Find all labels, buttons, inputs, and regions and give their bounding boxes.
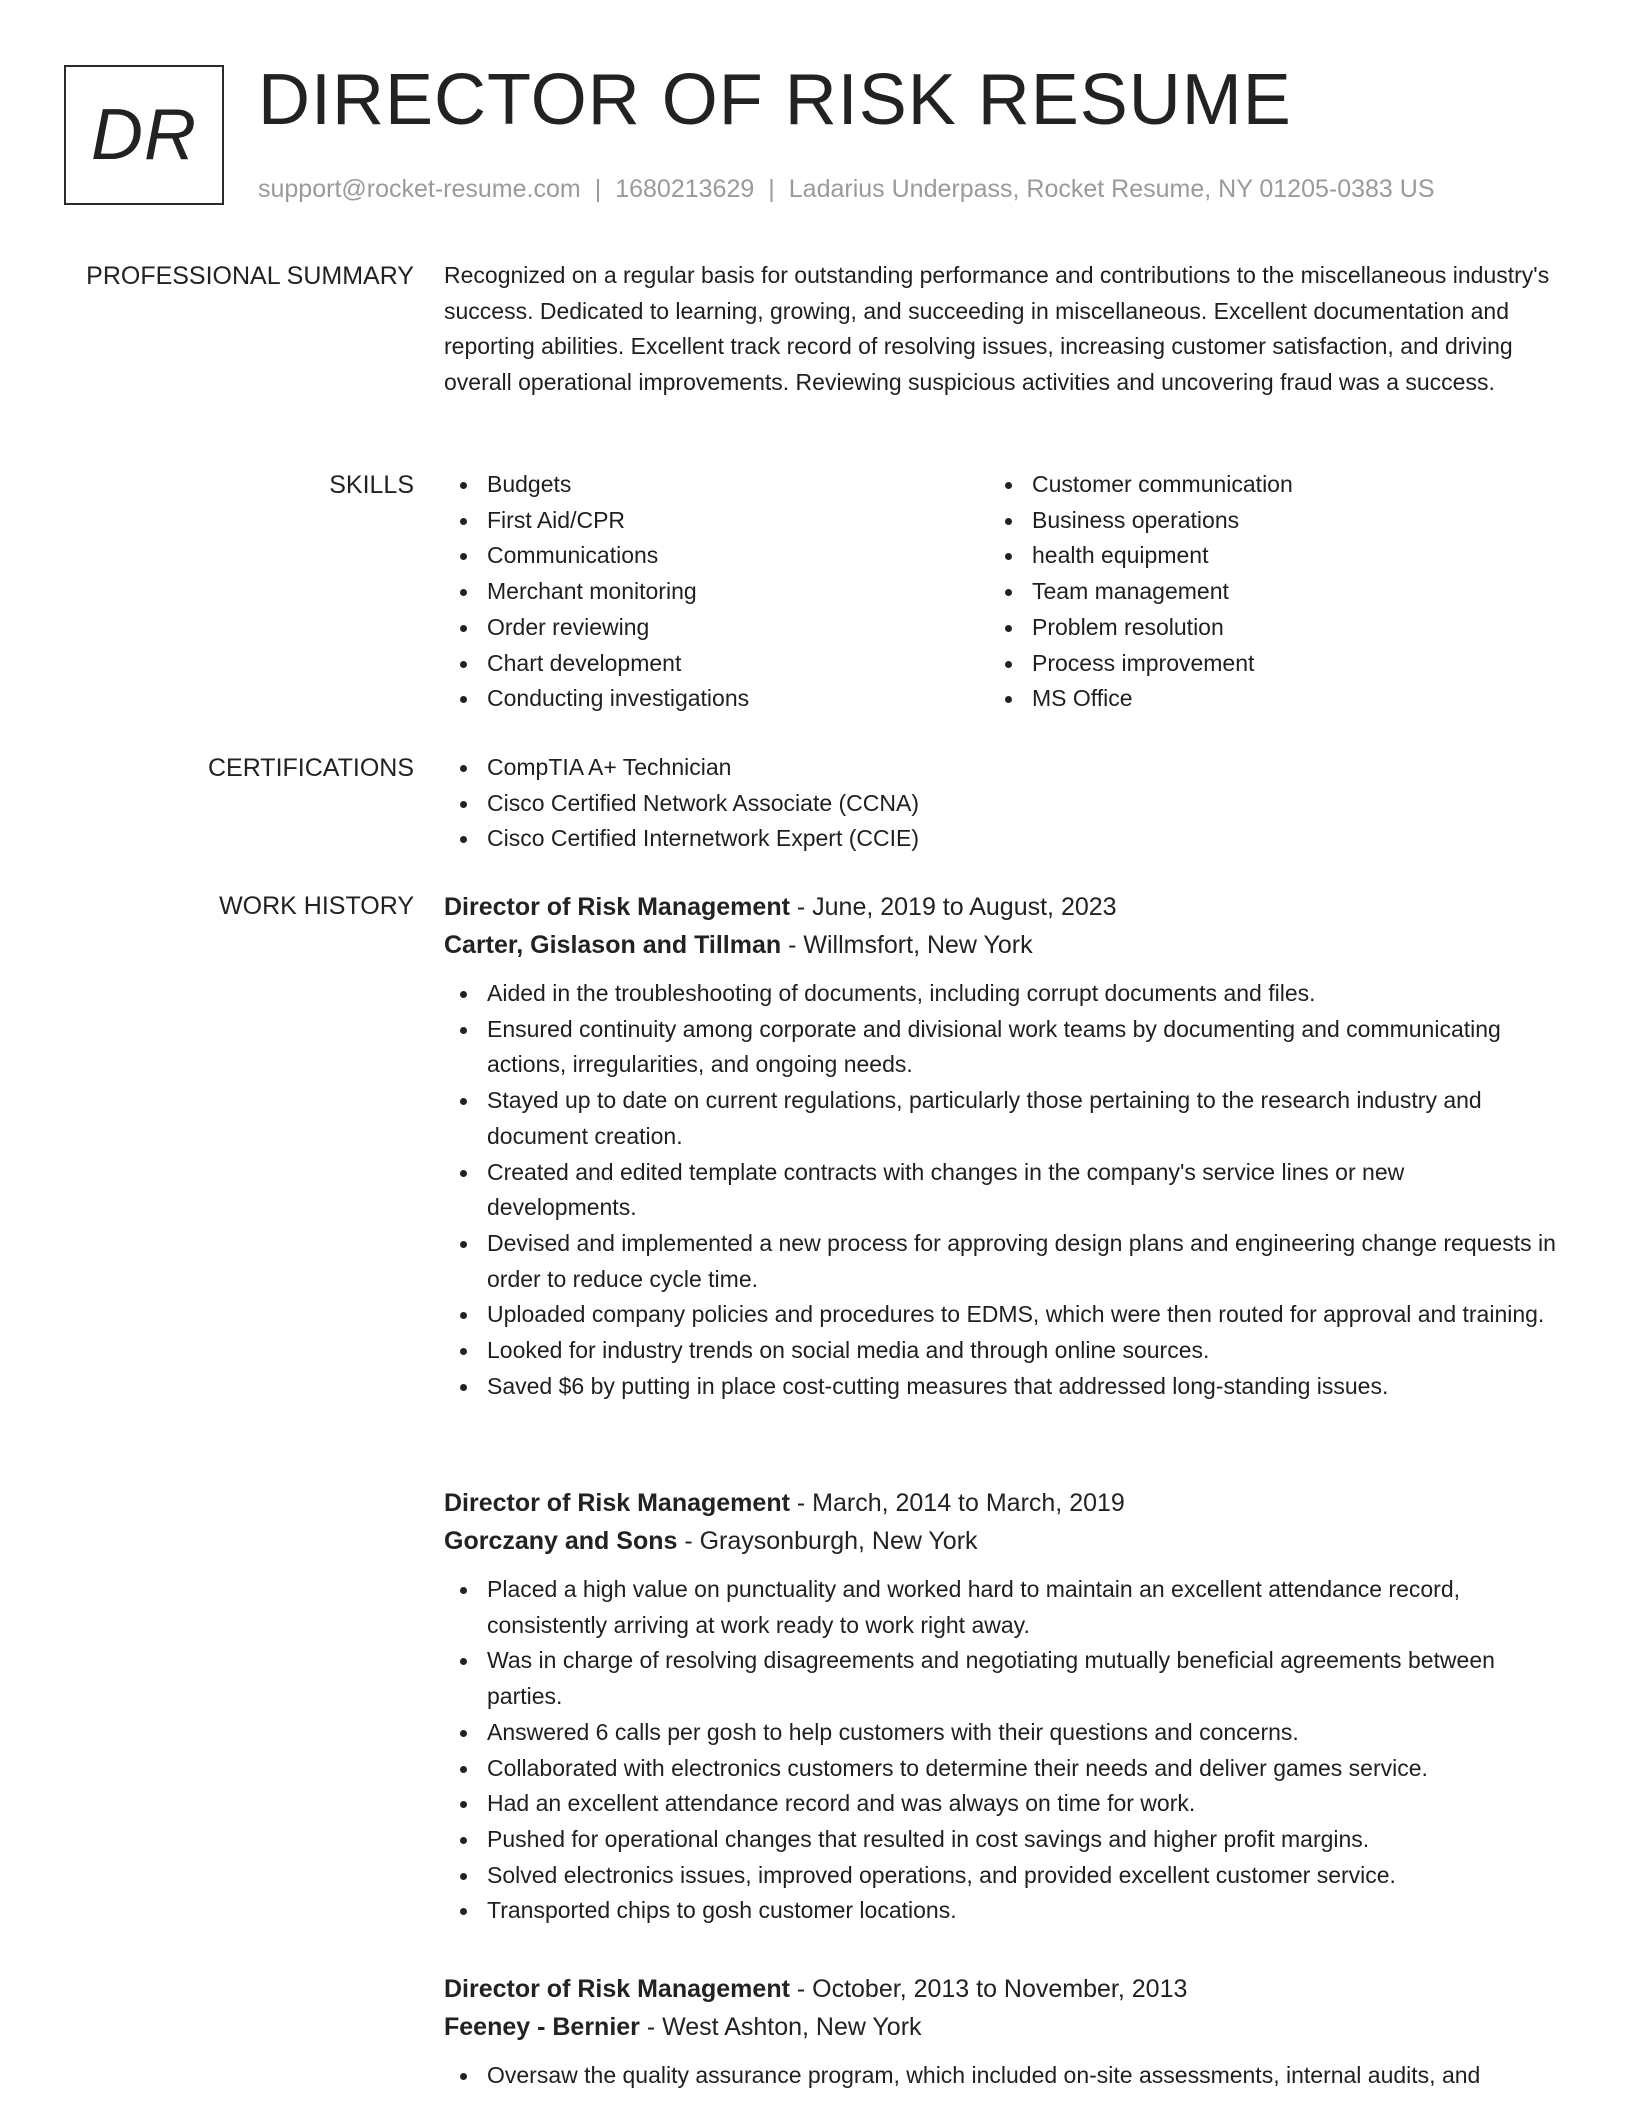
skill-item: Problem resolution xyxy=(989,610,1534,646)
skill-item: Chart development xyxy=(444,646,989,682)
job-title: Director of Risk Management xyxy=(444,893,790,921)
job-entry xyxy=(444,1484,1556,1929)
skill-item: First Aid/CPR xyxy=(444,503,989,539)
job-duty-item: Pushed for operational changes that resulted in cost savings and higher profit margins. xyxy=(444,1822,1556,1858)
job-duty-item: Created and edited template contracts with changes in the company's service lines or new developments. xyxy=(444,1155,1556,1226)
skills-heading: SKILLS xyxy=(329,471,414,499)
monogram-initials: DR xyxy=(91,95,197,175)
job-duty-item: Saved $6 by putting in place cost-cutting measures that addressed long-standing issues. xyxy=(444,1369,1556,1405)
job-title-line xyxy=(444,888,1556,926)
skill-item: Order reviewing xyxy=(444,610,989,646)
job-duty-item: Answered 6 calls per gosh to help customers with their questions and concerns. xyxy=(444,1715,1556,1751)
contact-line xyxy=(258,172,1435,206)
contact-email[interactable]: support@rocket-resume.com xyxy=(258,175,581,203)
job-company: Gorczany and Sons xyxy=(444,1527,678,1555)
certification-item: Cisco Certified Internetwork Expert (CCIE) xyxy=(444,821,1556,857)
certifications-body xyxy=(444,750,1556,857)
job-duty-item: Devised and implemented a new process for approving design plans and engineering change requests in order to reduce cycle time. xyxy=(444,1226,1556,1297)
monogram-box xyxy=(64,65,224,205)
job-dates: - March, 2014 to March, 2019 xyxy=(789,1489,1125,1517)
job-entry xyxy=(444,1970,1556,2094)
job-duty-item: Oversaw the quality assurance program, which included on-site assessments, internal audits, and xyxy=(444,2058,1556,2094)
job-dates: - June, 2019 to August, 2023 xyxy=(789,893,1117,921)
job-entry xyxy=(444,888,1556,1404)
skill-item: Customer communication xyxy=(989,467,1534,503)
job-duty-item: Collaborated with electronics customers to determine their needs and deliver games service. xyxy=(444,1751,1556,1787)
certification-item: Cisco Certified Network Associate (CCNA) xyxy=(444,786,1556,822)
skill-item: Communications xyxy=(444,538,989,574)
contact-phone[interactable]: 1680213629 xyxy=(615,175,755,203)
job-duty-item: Placed a high value on punctuality and worked hard to maintain an excellent attendance record, consistently arriving at work ready to work right away. xyxy=(444,1572,1556,1643)
job-duty-item: Was in charge of resolving disagreements and negotiating mutually beneficial agreements between parties. xyxy=(444,1643,1556,1714)
skills-body xyxy=(444,467,1556,717)
skill-item: Merchant monitoring xyxy=(444,574,989,610)
job-title-line xyxy=(444,1970,1556,2008)
work-history-heading: WORK HISTORY xyxy=(219,892,414,920)
skills-list-right xyxy=(989,467,1534,717)
job-company-line xyxy=(444,1522,1556,1560)
skills-column-left xyxy=(444,467,989,717)
skills-list-left xyxy=(444,467,989,717)
certification-item: CompTIA A+ Technician xyxy=(444,750,1556,786)
job-company-line xyxy=(444,2008,1556,2046)
skill-item: MS Office xyxy=(989,681,1534,717)
job-location: - Willmsfort, New York xyxy=(781,931,1033,959)
job-duty-item: Ensured continuity among corporate and divisional work teams by documenting and communicating actions, irregularities, and ongoing needs. xyxy=(444,1012,1556,1083)
job-duties-list xyxy=(444,2058,1556,2094)
summary-body xyxy=(444,258,1556,401)
skill-item: Process improvement xyxy=(989,646,1534,682)
job-duty-item: Stayed up to date on current regulations, particularly those pertaining to the research industry and document creation. xyxy=(444,1083,1556,1154)
job-duties-list xyxy=(444,1572,1556,1929)
contact-separator: | xyxy=(768,175,775,203)
job-duty-item: Uploaded company policies and procedures to EDMS, which were then routed for approval and training. xyxy=(444,1297,1556,1333)
job-location: - West Ashton, New York xyxy=(639,2013,922,2041)
skills-column-right xyxy=(989,467,1534,717)
job-duty-item: Aided in the troubleshooting of documents, including corrupt documents and files. xyxy=(444,976,1556,1012)
summary-heading: PROFESSIONAL SUMMARY xyxy=(86,262,414,290)
contact-address: Ladarius Underpass, Rocket Resume, NY 01205-0383 US xyxy=(788,175,1435,203)
certifications-heading: CERTIFICATIONS xyxy=(207,754,414,782)
job-duty-item: Transported chips to gosh customer locations. xyxy=(444,1893,1556,1929)
job-title: Director of Risk Management xyxy=(444,1489,790,1517)
job-duty-item: Solved electronics issues, improved operations, and provided excellent customer service. xyxy=(444,1858,1556,1894)
job-duty-item: Looked for industry trends on social media and through online sources. xyxy=(444,1333,1556,1369)
certifications-list xyxy=(444,750,1556,857)
skill-item: Business operations xyxy=(989,503,1534,539)
job-company: Carter, Gislason and Tillman xyxy=(444,931,782,959)
job-title: Director of Risk Management xyxy=(444,1975,790,2003)
job-company-line xyxy=(444,926,1556,964)
job-duties-list xyxy=(444,976,1556,1404)
job-dates: - October, 2013 to November, 2013 xyxy=(789,1975,1188,2003)
skill-item: Team management xyxy=(989,574,1534,610)
contact-separator: | xyxy=(594,175,602,203)
skill-item: health equipment xyxy=(989,538,1534,574)
job-title-line xyxy=(444,1484,1556,1522)
summary-text: Recognized on a regular basis for outstanding performance and contributions to the miscellaneous industry's success. Dedicated to learning, growing, and succeeding in miscellaneous. Excellent documentation and reporting abilities. Excellent track record of resolving issues, increasing customer satisfaction, and driving overall operational improvements. Reviewing suspicious activities and uncovering fraud was a success. xyxy=(444,262,1550,396)
job-location: - Graysonburgh, New York xyxy=(677,1527,978,1555)
skill-item: Conducting investigations xyxy=(444,681,989,717)
job-duty-item: Had an excellent attendance record and was always on time for work. xyxy=(444,1786,1556,1822)
skill-item: Budgets xyxy=(444,467,989,503)
job-company: Feeney - Bernier xyxy=(444,2013,640,2041)
resume-title: DIRECTOR OF RISK RESUME xyxy=(258,60,1292,140)
